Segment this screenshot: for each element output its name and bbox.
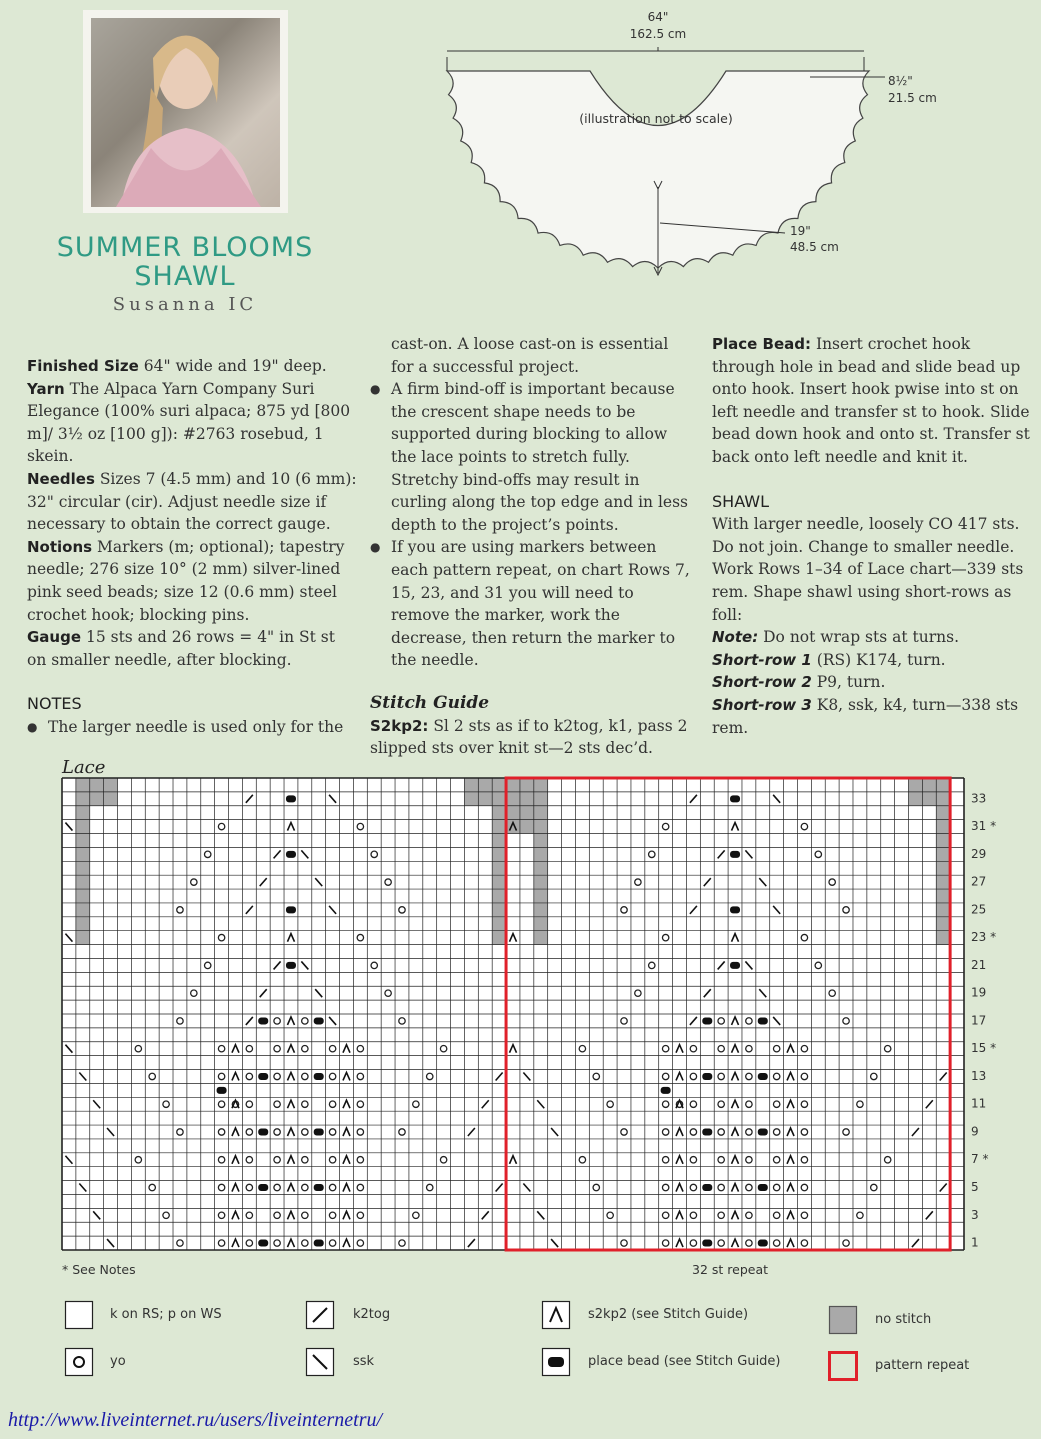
title-line-1: SUMMER BLOOMS xyxy=(56,232,314,263)
lace-chart xyxy=(55,772,1015,1257)
bead-mark xyxy=(758,1184,768,1191)
no-stitch-cell xyxy=(936,834,950,848)
yo-icon xyxy=(64,1347,94,1377)
k2tog-legend-swatch xyxy=(305,1300,335,1334)
gauge: Gauge 15 sts and 26 rows = 4" in St st on smaller needle, after blocking. xyxy=(27,628,335,669)
column-1 xyxy=(27,355,357,739)
no-stitch-cell xyxy=(90,778,104,792)
depth-in-label: 19" xyxy=(790,224,811,238)
row-label: 29 xyxy=(971,846,987,861)
row-label: 27 xyxy=(971,874,987,889)
scale-note: (illustration not to scale) xyxy=(579,111,733,126)
legend-label: k2tog xyxy=(353,1307,391,1322)
bead-legend-swatch xyxy=(541,1347,571,1381)
row-label: 11 xyxy=(971,1096,987,1111)
repeat-label: 32 st repeat xyxy=(692,1262,769,1277)
row-label: 1 xyxy=(971,1235,979,1250)
note-1-start: ● The larger needle is used only for the xyxy=(27,716,357,739)
row-label: 17 xyxy=(971,1013,987,1028)
no-stitch-cell xyxy=(76,875,90,889)
no-stitch-cell xyxy=(534,861,548,875)
no-stitch-cell xyxy=(464,792,478,806)
legend-label: ssk xyxy=(353,1354,375,1369)
no-stitch-cell xyxy=(478,792,492,806)
k2tog-icon xyxy=(305,1300,335,1330)
bead-mark xyxy=(217,1087,227,1094)
legend-label: pattern repeat xyxy=(875,1358,970,1373)
row-label: 13 xyxy=(971,1068,987,1083)
row-label: 9 xyxy=(971,1124,979,1139)
shawl-photo xyxy=(83,10,288,213)
legend-label: yo xyxy=(110,1354,126,1369)
no-stitch-cell xyxy=(492,806,506,820)
bead-mark xyxy=(702,1129,712,1136)
no-stitch-cell xyxy=(936,806,950,820)
shawl-text: With larger needle, loosely CO 417 sts. Do not join. Change to smaller needle. Work Rows 1–34 of Lace chart—339 sts rem. Shape shawl using short-rows as foll: xyxy=(712,515,1024,624)
no-stitch-cell xyxy=(534,889,548,903)
no-stitch-cell xyxy=(492,820,506,834)
bead-mark xyxy=(258,1129,268,1136)
yo-legend-swatch xyxy=(64,1347,94,1381)
no-stitch-cell xyxy=(936,847,950,861)
row-label: 33 xyxy=(971,791,987,806)
bead-mark xyxy=(314,1240,324,1247)
no-stitch-cell xyxy=(492,903,506,917)
no-stitch-cell xyxy=(492,861,506,875)
no-stitch-cell xyxy=(76,820,90,834)
bead-mark xyxy=(730,851,740,858)
no-stitch-cell xyxy=(76,847,90,861)
short-row-note: Note: Do not wrap sts at turns. xyxy=(712,628,959,647)
no-stitch-cell xyxy=(492,917,506,931)
pattern-repeat-legend-swatch xyxy=(828,1351,858,1385)
bead-mark xyxy=(730,795,740,802)
no-stitch-cell xyxy=(534,917,548,931)
no-stitch-cell xyxy=(534,875,548,889)
no-stitch-cell xyxy=(76,834,90,848)
legend-label: s2kp2 (see Stitch Guide) xyxy=(588,1307,749,1322)
legend-label: no stitch xyxy=(875,1312,932,1327)
row-label: 21 xyxy=(971,957,987,972)
side-cm-label: 21.5 cm xyxy=(888,91,937,105)
note-3: ● If you are using markers between each pattern repeat, on chart Rows 7, 15, 23, and 31 you will need to remove the marker, work the decrease, then return the marker to the needle. xyxy=(370,536,690,672)
no-stitch-cell xyxy=(76,931,90,945)
short-row-2: Short-row 2 P9, turn. xyxy=(712,673,886,692)
no-stitch-cell xyxy=(90,792,104,806)
no-stitch-cell xyxy=(534,834,548,848)
no-stitch-cell xyxy=(76,903,90,917)
bead-mark xyxy=(258,1240,268,1247)
s2kp2-definition: S2kp2: Sl 2 sts as if to k2tog, k1, pass 2 slipped sts over knit st—2 sts dec’d. xyxy=(370,716,688,758)
no-stitch-cell xyxy=(464,778,478,792)
width-in-label: 64" xyxy=(647,10,669,24)
bead-mark xyxy=(702,1073,712,1080)
no-stitch-cell xyxy=(936,917,950,931)
no-stitch-cell xyxy=(76,861,90,875)
row-label: 7 * xyxy=(971,1152,989,1167)
no-stitch-cell xyxy=(492,889,506,903)
no-stitch-cell xyxy=(922,792,936,806)
no-stitch-cell xyxy=(936,889,950,903)
no-stitch-cell xyxy=(534,806,548,820)
bead-mark xyxy=(314,1017,324,1024)
bead-mark xyxy=(258,1017,268,1024)
no-stitch-cell xyxy=(492,792,506,806)
designer-name: Susanna IC xyxy=(112,294,258,315)
notions: Notions Markers (m; optional); tapestry needle; 276 size 10° (2 mm) silver-lined pink seed beads; size 12 (0.6 mm) steel crochet hook; blocking pins. xyxy=(27,537,345,624)
bead-mark xyxy=(286,795,296,802)
short-row-3: Short-row 3 K8, ssk, k4, turn—338 sts rem. xyxy=(712,695,1019,737)
schematic-diagram xyxy=(440,5,960,280)
ssk-legend-swatch xyxy=(305,1347,335,1381)
no-stitch-cell xyxy=(492,778,506,792)
bead-mark xyxy=(758,1073,768,1080)
yarn: Yarn The Alpaca Yarn Company Suri Elegance (100% suri alpaca; 875 yd [800 m]/ 3½ oz [100 g]): #2763 rosebud, 1 skein. xyxy=(27,379,351,466)
no-stitch-cell xyxy=(936,820,950,834)
no-stitch-cell xyxy=(76,889,90,903)
no-stitch-cell xyxy=(520,778,534,792)
bead-mark xyxy=(314,1073,324,1080)
bead-mark xyxy=(758,1017,768,1024)
no-stitch-cell xyxy=(534,847,548,861)
no-stitch-cell xyxy=(936,903,950,917)
row-label: 31 * xyxy=(971,819,997,834)
column-3 xyxy=(712,333,1030,739)
note-1-cont: cast-on. A loose cast-on is essential for a successful project. xyxy=(391,335,669,376)
pattern-title xyxy=(40,233,330,291)
no-stitch-cell xyxy=(104,792,118,806)
bead-icon xyxy=(541,1347,571,1377)
chart-footnote: * See Notes xyxy=(62,1262,136,1277)
no-stitch-cell xyxy=(104,778,118,792)
no-stitch-cell xyxy=(936,931,950,945)
no-stitch-cell xyxy=(534,792,548,806)
bead-mark xyxy=(730,962,740,969)
no-stitch-cell xyxy=(506,806,520,820)
finished-size: Finished Size 64" wide and 19" deep. xyxy=(27,357,327,375)
bead-mark xyxy=(314,1129,324,1136)
pattern-repeat-icon xyxy=(828,1351,858,1381)
bead-mark xyxy=(702,1184,712,1191)
no-stitch-legend-swatch xyxy=(828,1305,858,1339)
no-stitch-cell xyxy=(520,806,534,820)
place-bead-definition: Place Bead: Insert crochet hook through hole in bead and slide bead up onto hook. Insert hook pwise into st on left needle and transfer st to hook. Slide bead down hook and onto st. Transfer st back onto left needle and knit it. xyxy=(712,335,1030,466)
ssk-icon xyxy=(305,1347,335,1377)
stitch-guide-heading: Stitch Guide xyxy=(370,692,490,713)
row-label: 3 xyxy=(971,1207,979,1222)
no-stitch-cell xyxy=(534,820,548,834)
no-stitch-cell xyxy=(534,903,548,917)
no-stitch-cell xyxy=(478,778,492,792)
bead-mark xyxy=(314,1184,324,1191)
no-stitch-cell xyxy=(520,820,534,834)
no-stitch-cell xyxy=(936,778,950,792)
legend-label: k on RS; p on WS xyxy=(110,1307,222,1322)
column-2 xyxy=(370,333,690,760)
no-stitch-cell xyxy=(520,792,534,806)
s2kp2-legend-swatch xyxy=(541,1300,571,1334)
no-stitch-cell xyxy=(534,931,548,945)
s2kp2-icon xyxy=(541,1300,571,1330)
bead-mark xyxy=(730,906,740,913)
no-stitch-cell xyxy=(76,792,90,806)
no-stitch-cell xyxy=(506,792,520,806)
row-label: 19 xyxy=(971,985,987,1000)
bead-mark xyxy=(258,1073,268,1080)
row-label: 5 xyxy=(971,1180,979,1194)
no-stitch-cell xyxy=(76,917,90,931)
no-stitch-cell xyxy=(936,861,950,875)
bead-mark xyxy=(758,1240,768,1247)
notes-heading: NOTES xyxy=(27,694,82,714)
bead-mark xyxy=(286,906,296,913)
title-line-2: SHAWL xyxy=(134,261,236,292)
no-stitch-cell xyxy=(936,792,950,806)
no-stitch-cell xyxy=(76,806,90,820)
row-label: 23 * xyxy=(971,930,997,945)
no-stitch-cell xyxy=(492,875,506,889)
no-stitch-cell xyxy=(492,847,506,861)
model-silhouette-icon xyxy=(91,18,280,207)
model-image xyxy=(91,18,280,207)
no-stitch-cell xyxy=(492,931,506,945)
side-in-label: 8½" xyxy=(888,74,913,88)
no-stitch-icon xyxy=(828,1305,858,1335)
bead-mark xyxy=(258,1184,268,1191)
width-cm-label: 162.5 cm xyxy=(629,27,687,41)
knit-icon xyxy=(64,1300,94,1330)
bead-mark xyxy=(758,1129,768,1136)
no-stitch-cell xyxy=(492,834,506,848)
no-stitch-cell xyxy=(534,778,548,792)
row-label: 25 xyxy=(971,902,987,917)
no-stitch-cell xyxy=(908,778,922,792)
chart-row-labels xyxy=(971,791,996,1249)
no-stitch-cell xyxy=(76,778,90,792)
no-stitch-cell xyxy=(908,792,922,806)
no-stitch-cell xyxy=(506,778,520,792)
chart-title: Lace xyxy=(62,757,106,778)
bead-mark xyxy=(702,1240,712,1247)
source-url[interactable]: http://www.liveinternet.ru/users/liveinternetru/ xyxy=(8,1409,383,1431)
knit-legend-swatch xyxy=(64,1300,94,1334)
row-label: 15 * xyxy=(971,1041,997,1056)
legend-label: place bead (see Stitch Guide) xyxy=(588,1354,781,1369)
no-stitch-cell xyxy=(936,875,950,889)
bead-mark xyxy=(286,962,296,969)
note-2: ● A firm bind-off is important because the crescent shape needs to be supported during blocking to allow the lace points to stretch fully. Stretchy bind-offs may result in curling along the top edge and in less depth to the project’s points. xyxy=(370,378,690,536)
bead-mark xyxy=(661,1087,671,1094)
needles: Needles Sizes 7 (4.5 mm) and 10 (6 mm): 32" circular (cir). Adjust needle size if necessary to obtain the correct gauge. xyxy=(27,469,357,534)
no-stitch-cell xyxy=(922,778,936,792)
shawl-heading: SHAWL xyxy=(712,491,769,511)
depth-cm-label: 48.5 cm xyxy=(790,240,839,254)
bead-mark xyxy=(286,851,296,858)
short-row-1: Short-row 1 (RS) K174, turn. xyxy=(712,650,946,669)
bead-mark xyxy=(702,1017,712,1024)
